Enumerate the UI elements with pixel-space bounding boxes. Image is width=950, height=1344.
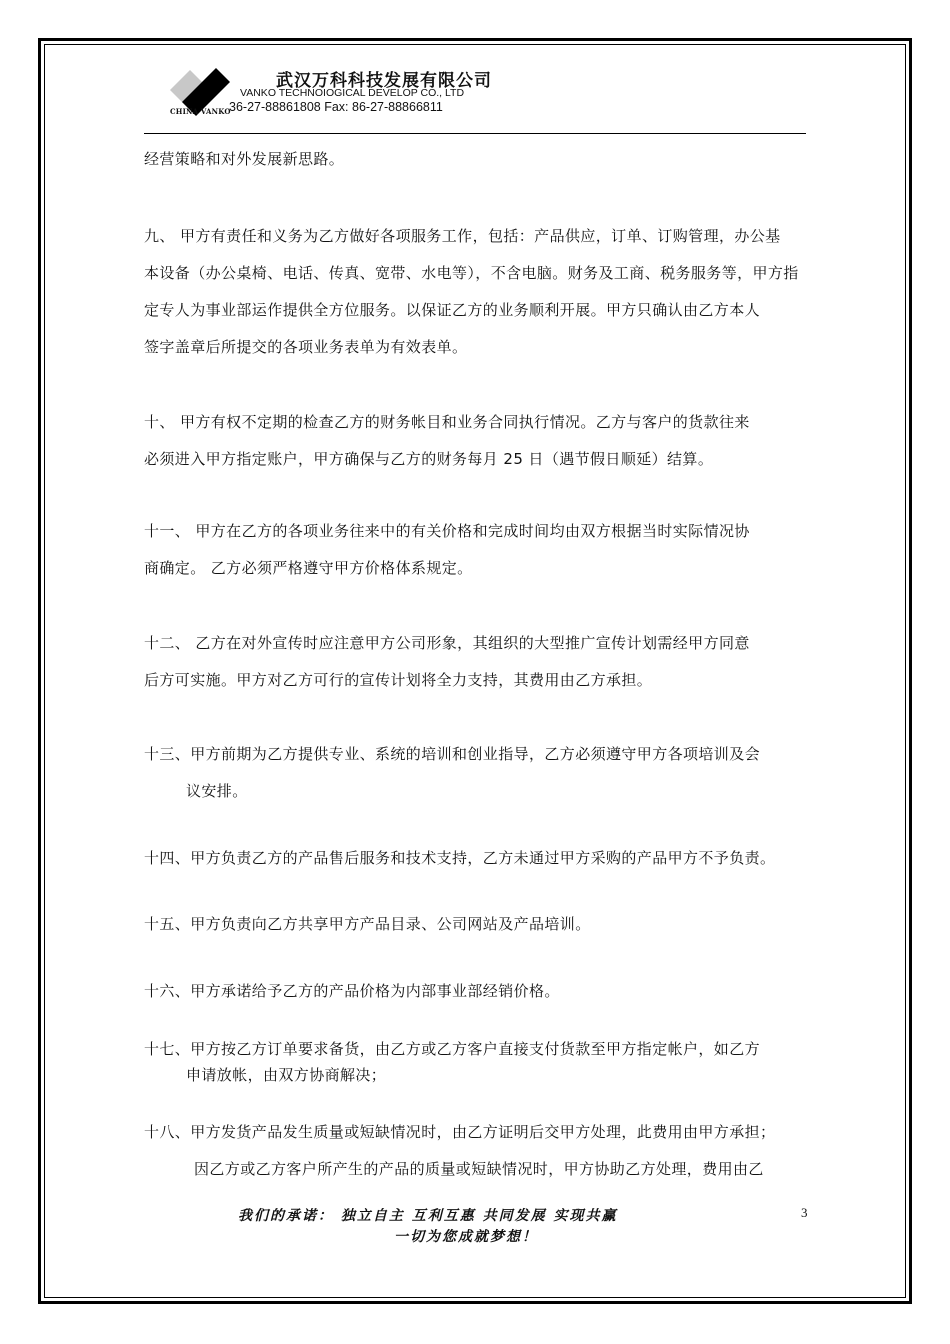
clause-18-line-1: 十八、甲方发货产品发生质量或短缺情况时，由乙方证明后交甲方处理，此费用由甲方承担； bbox=[144, 1123, 776, 1141]
clause-17-line-1: 十七、甲方按乙方订单要求备货，由乙方或乙方客户直接支付货款至甲方指定帐户，如乙方 bbox=[144, 1040, 761, 1058]
clause-16: 十六、甲方承诺给予乙方的产品价格为内部事业部经销价格。 bbox=[144, 982, 560, 1000]
footer-slogan-1: 我们的承诺： 独立自主 互利互惠 共同发展 实现共赢 bbox=[238, 1208, 618, 1224]
clause-13-line-1: 十三、甲方前期为乙方提供专业、系统的培训和创业指导，乙方必须遵守甲方各项培训及会 bbox=[144, 745, 761, 763]
company-name-cn: 武汉万科科技发展有限公司 bbox=[276, 71, 492, 91]
page-number: 3 bbox=[801, 1205, 808, 1220]
clause-12-line-1: 十二、 乙方在对外宣传时应注意甲方公司形象，其组织的大型推广宣传计划需经甲方同意 bbox=[144, 634, 750, 652]
footer-slogan-2: 一切为您成就梦想！ bbox=[394, 1229, 538, 1245]
company-phone-fax: 36-27-88861808 Fax: 86-27-88866811 bbox=[229, 100, 443, 114]
paragraph-continued: 经营策略和对外发展新思路。 bbox=[144, 150, 345, 168]
clause-11-line-1: 十一、 甲方在乙方的各项业务往来中的有关价格和完成时间均由双方根据当时实际情况协 bbox=[144, 522, 750, 540]
clause-15: 十五、甲方负责向乙方共享甲方产品目录、公司网站及产品培训。 bbox=[144, 915, 591, 933]
clause-10-line-1: 十、 甲方有权不定期的检查乙方的财务帐目和业务合同执行情况。乙方与客户的货款往来 bbox=[144, 413, 750, 431]
clause-10-line-2: 必须进入甲方指定账户，甲方确保与乙方的财务每月 25 日（遇节假日顺延）结算。 bbox=[144, 450, 714, 468]
clause-17-line-2: 申请放帐，由双方协商解决； bbox=[186, 1066, 387, 1084]
clause-9-line-2: 本设备（办公桌椅、电话、传真、宽带、水电等），不含电脑。财务及工商、税务服务等，甲方指 bbox=[144, 264, 799, 282]
clause-9-line-3: 定专人为事业部运作提供全方位服务。以保证乙方的业务顺利开展。甲方只确认由乙方本人 bbox=[144, 301, 761, 319]
clause-12-line-2: 后方可实施。甲方对乙方可行的宣传计划将全力支持，其费用由乙方承担。 bbox=[144, 671, 653, 689]
clause-14: 十四、甲方负责乙方的产品售后服务和技术支持，乙方未通过甲方采购的产品甲方不予负责。 bbox=[144, 849, 776, 867]
clause-9-line-4: 签字盖章后所提交的各项业务表单为有效表单。 bbox=[144, 338, 468, 356]
clause-13-line-2: 议安排。 bbox=[186, 782, 248, 800]
clause-11-line-2: 商确定。 乙方必须严格遵守甲方价格体系规定。 bbox=[144, 559, 473, 577]
header-divider bbox=[144, 133, 806, 134]
clause-18-line-2: 因乙方或乙方客户所产生的产品的质量或短缺情况时，甲方协助乙方处理，费用由乙 bbox=[194, 1160, 764, 1178]
clause-9-line-1: 九、 甲方有责任和义务为乙方做好各项服务工作，包括：产品供应，订单、订购管理，办公基 bbox=[144, 227, 781, 245]
logo-caption: CHINA VANKO bbox=[170, 107, 231, 116]
company-name-en: VANKO TECHNOIOGICAL DEVELOP CO., LTD bbox=[240, 87, 465, 99]
